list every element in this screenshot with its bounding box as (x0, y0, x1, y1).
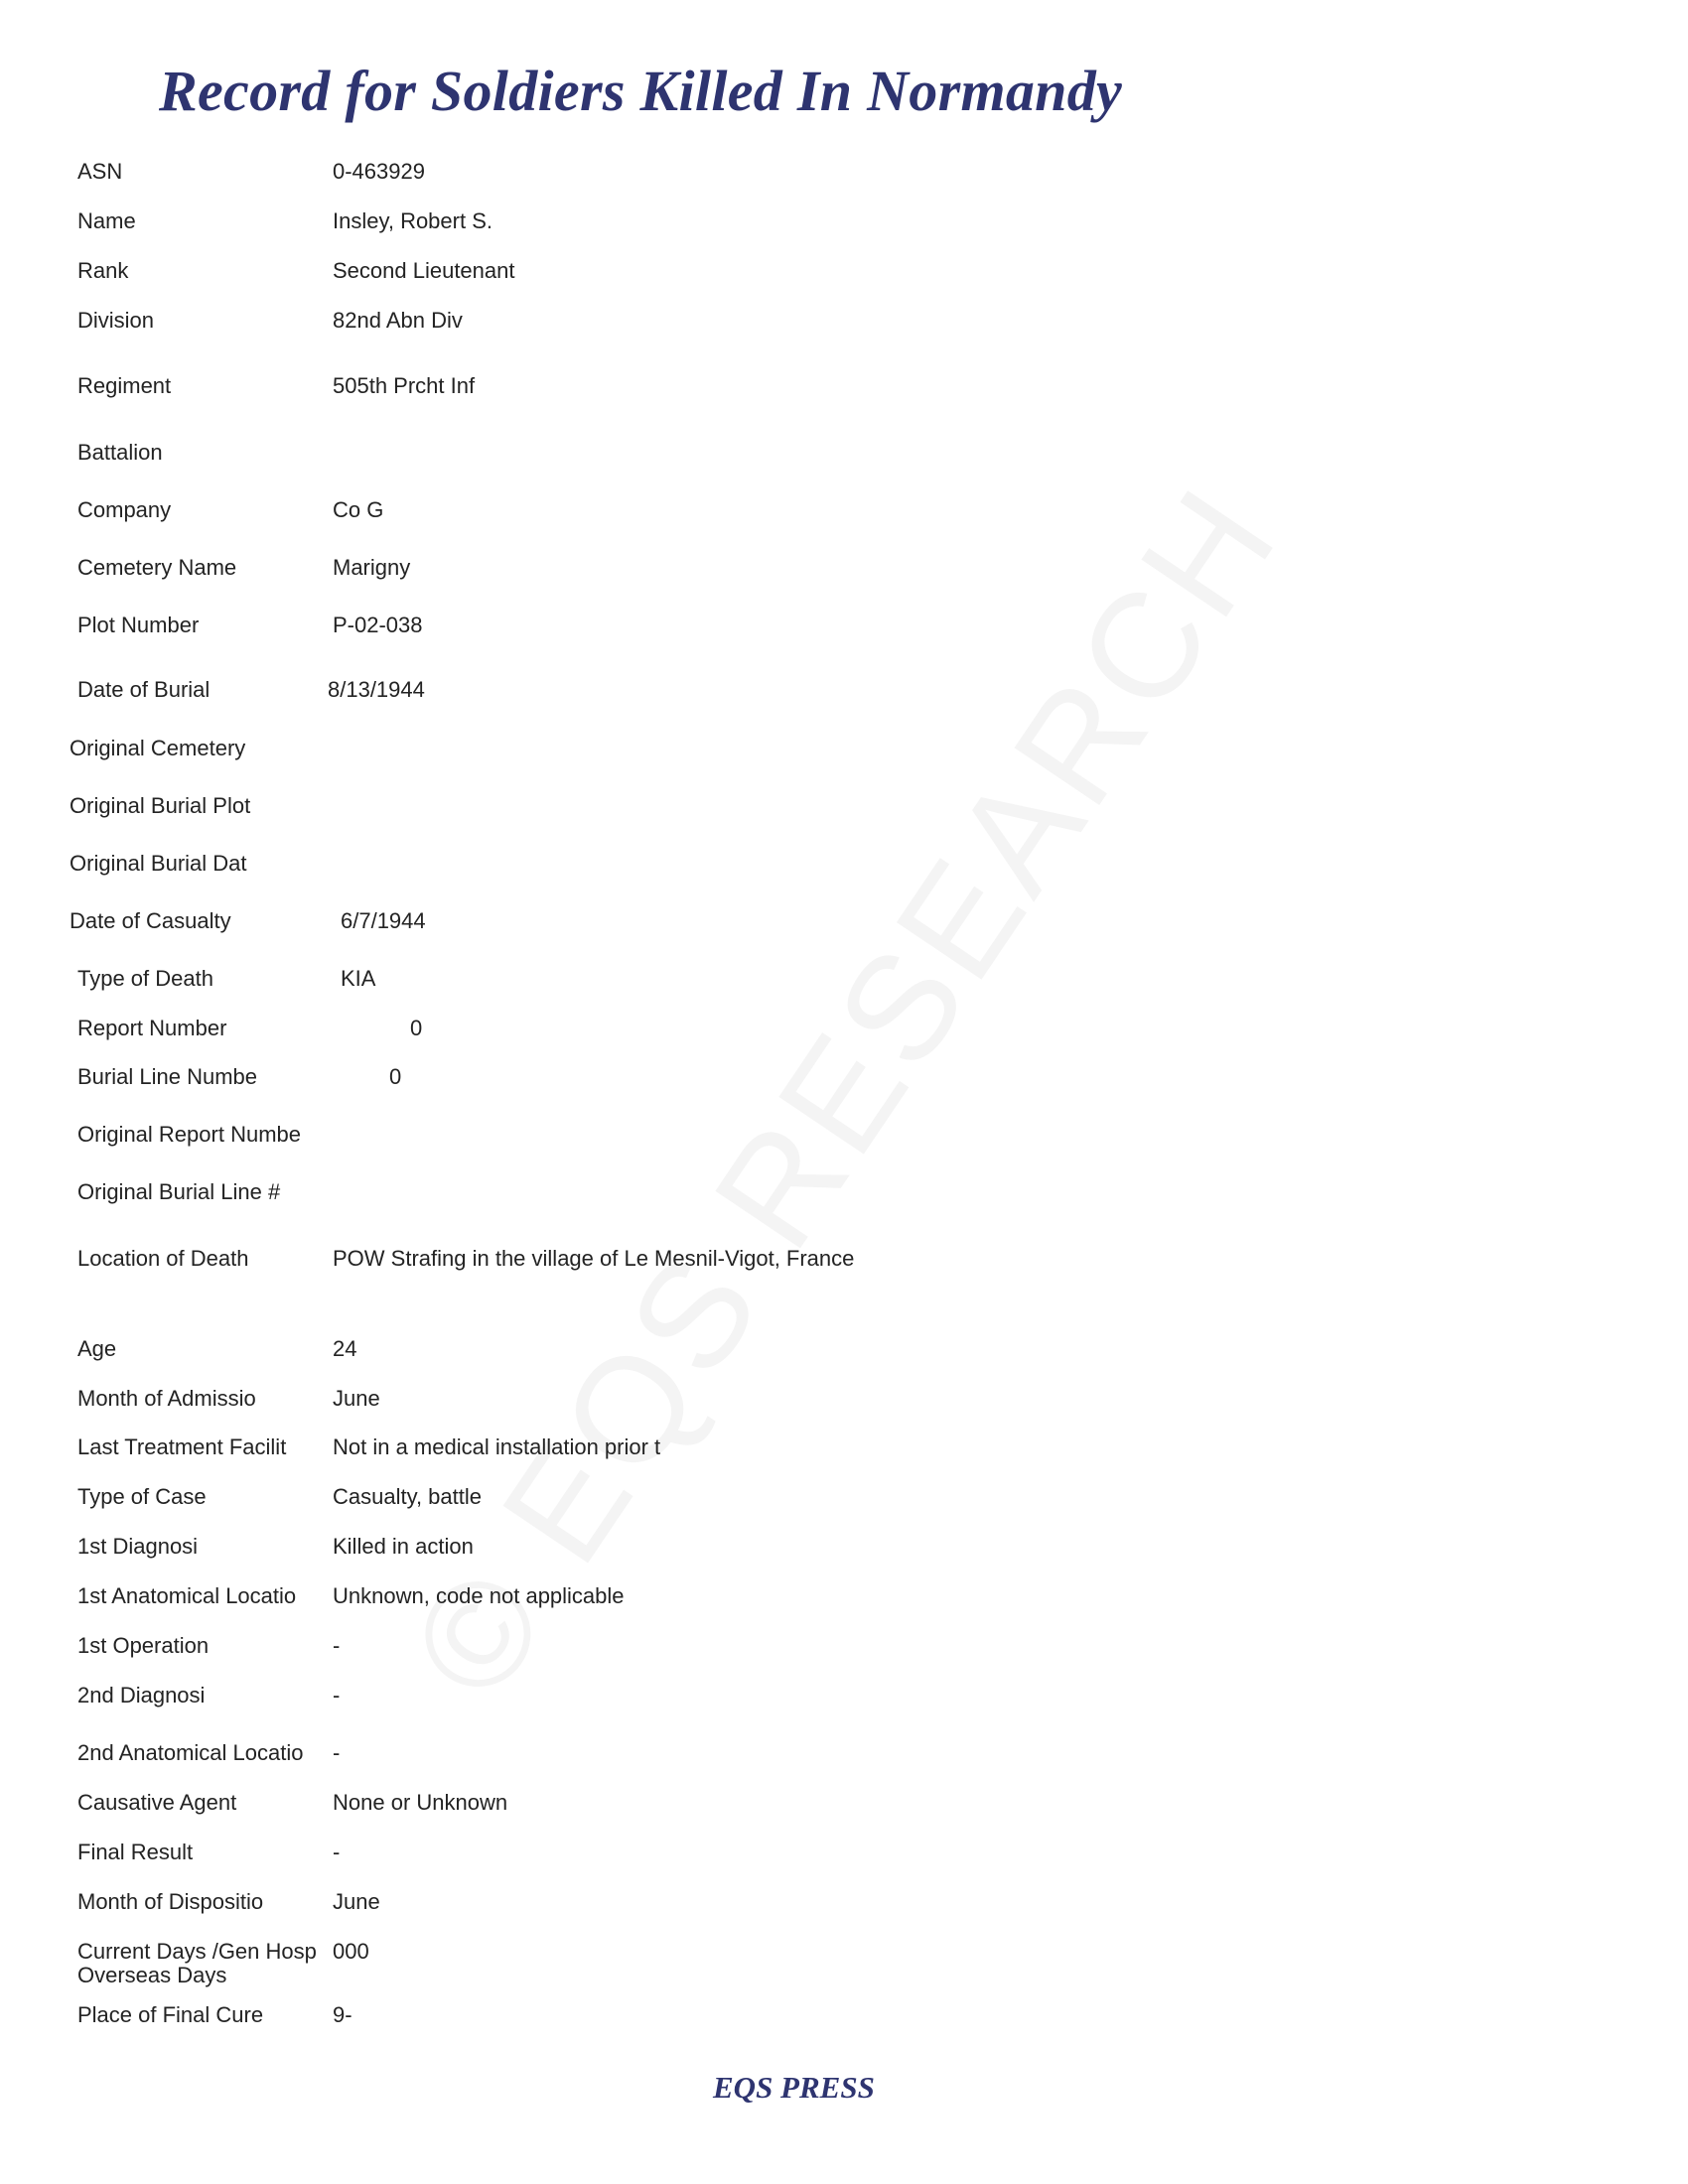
field-label-report-number: Report Number (77, 1016, 227, 1040)
field-label-type-of-case: Type of Case (77, 1484, 207, 1509)
field-label-date-of-burial: Date of Burial (77, 677, 211, 702)
field-label-division: Division (77, 308, 155, 333)
field-label-type-of-death: Type of Death (77, 966, 213, 991)
field-label-2nd-diagnosis: 2nd Diagnosi (77, 1683, 206, 1707)
field-label-current-days-gen-hosp: Current Days /Gen Hosp (77, 1939, 317, 1964)
field-label-overseas-days: Overseas Days (77, 1963, 227, 1987)
field-value-burial-line-number: 0 (389, 1064, 402, 1089)
field-label-name: Name (77, 208, 136, 233)
field-label-date-of-casualty: Date of Casualty (70, 908, 231, 933)
field-value-report-number: 0 (410, 1016, 423, 1040)
field-label-causative-agent: Causative Agent (77, 1790, 237, 1815)
field-label-2nd-anatomical-location: 2nd Anatomical Locatio (77, 1740, 304, 1765)
field-value-place-of-final-cure: 9- (333, 2002, 352, 2027)
field-value-cemetery-name: Marigny (333, 555, 411, 580)
field-label-original-report-number: Original Report Numbe (77, 1122, 301, 1147)
field-label-1st-diagnosis: 1st Diagnosi (77, 1534, 199, 1559)
footer-publisher: EQS PRESS (713, 2070, 875, 2105)
field-value-age: 24 (333, 1336, 357, 1361)
field-label-location-of-death: Location of Death (77, 1246, 249, 1271)
field-label-rank: Rank (77, 258, 129, 283)
field-label-cemetery-name: Cemetery Name (77, 555, 237, 580)
field-label-original-burial-plot: Original Burial Plot (70, 793, 251, 818)
field-label-regiment: Regiment (77, 373, 172, 398)
field-label-last-treatment-facility: Last Treatment Facilit (77, 1434, 287, 1459)
page-title: Record for Soldiers Killed In Normandy (159, 59, 1123, 123)
field-label-month-of-disposition: Month of Dispositio (77, 1889, 264, 1914)
field-value-2nd-diagnosis: - (333, 1683, 341, 1707)
field-value-plot-number: P-02-038 (333, 613, 423, 637)
field-value-rank: Second Lieutenant (333, 258, 515, 283)
field-label-asn: ASN (77, 159, 123, 184)
field-value-1st-operation: - (333, 1633, 341, 1658)
field-value-asn: 0-463929 (333, 159, 425, 184)
field-label-1st-operation: 1st Operation (77, 1633, 210, 1658)
field-label-month-of-admission: Month of Admissio (77, 1386, 256, 1411)
field-value-location-of-death: POW Strafing in the village of Le Mesnil-Vigot, France (333, 1246, 855, 1271)
field-label-battalion: Battalion (77, 440, 163, 465)
field-label-place-of-final-cure: Place of Final Cure (77, 2002, 264, 2027)
field-label-burial-line-number: Burial Line Numbe (77, 1064, 257, 1089)
field-label-original-burial-line: Original Burial Line # (77, 1179, 281, 1204)
field-value-final-result: - (333, 1840, 341, 1864)
field-value-month-of-disposition: June (333, 1889, 380, 1914)
field-value-type-of-case: Casualty, battle (333, 1484, 483, 1509)
field-value-regiment: 505th Prcht Inf (333, 373, 476, 398)
watermark-text (376, 457, 1312, 1728)
field-value-division: 82nd Abn Div (333, 308, 463, 333)
field-value-causative-agent: None or Unknown (333, 1790, 508, 1815)
field-label-original-cemetery: Original Cemetery (70, 736, 246, 760)
field-value-1st-anatomical-location: Unknown, code not applicable (333, 1583, 625, 1608)
field-value-1st-diagnosis: Killed in action (333, 1534, 474, 1559)
field-value-last-treatment-facility: Not in a medical installation prior t (333, 1434, 661, 1459)
field-label-original-burial-date: Original Burial Dat (70, 851, 247, 876)
field-value-date-of-burial: 8/13/1944 (328, 677, 425, 702)
field-label-1st-anatomical-location: 1st Anatomical Locatio (77, 1583, 297, 1608)
field-value-2nd-anatomical-location: - (333, 1740, 341, 1765)
field-value-date-of-casualty: 6/7/1944 (341, 908, 426, 933)
field-value-name: Insley, Robert S. (333, 208, 492, 233)
field-value-current-days-gen-hosp: 000 (333, 1939, 369, 1964)
field-label-plot-number: Plot Number (77, 613, 200, 637)
field-value-month-of-admission: June (333, 1386, 380, 1411)
field-label-final-result: Final Result (77, 1840, 194, 1864)
field-value-type-of-death: KIA (341, 966, 376, 991)
field-label-company: Company (77, 497, 172, 522)
field-value-company: Co G (333, 497, 384, 522)
field-label-age: Age (77, 1336, 117, 1361)
